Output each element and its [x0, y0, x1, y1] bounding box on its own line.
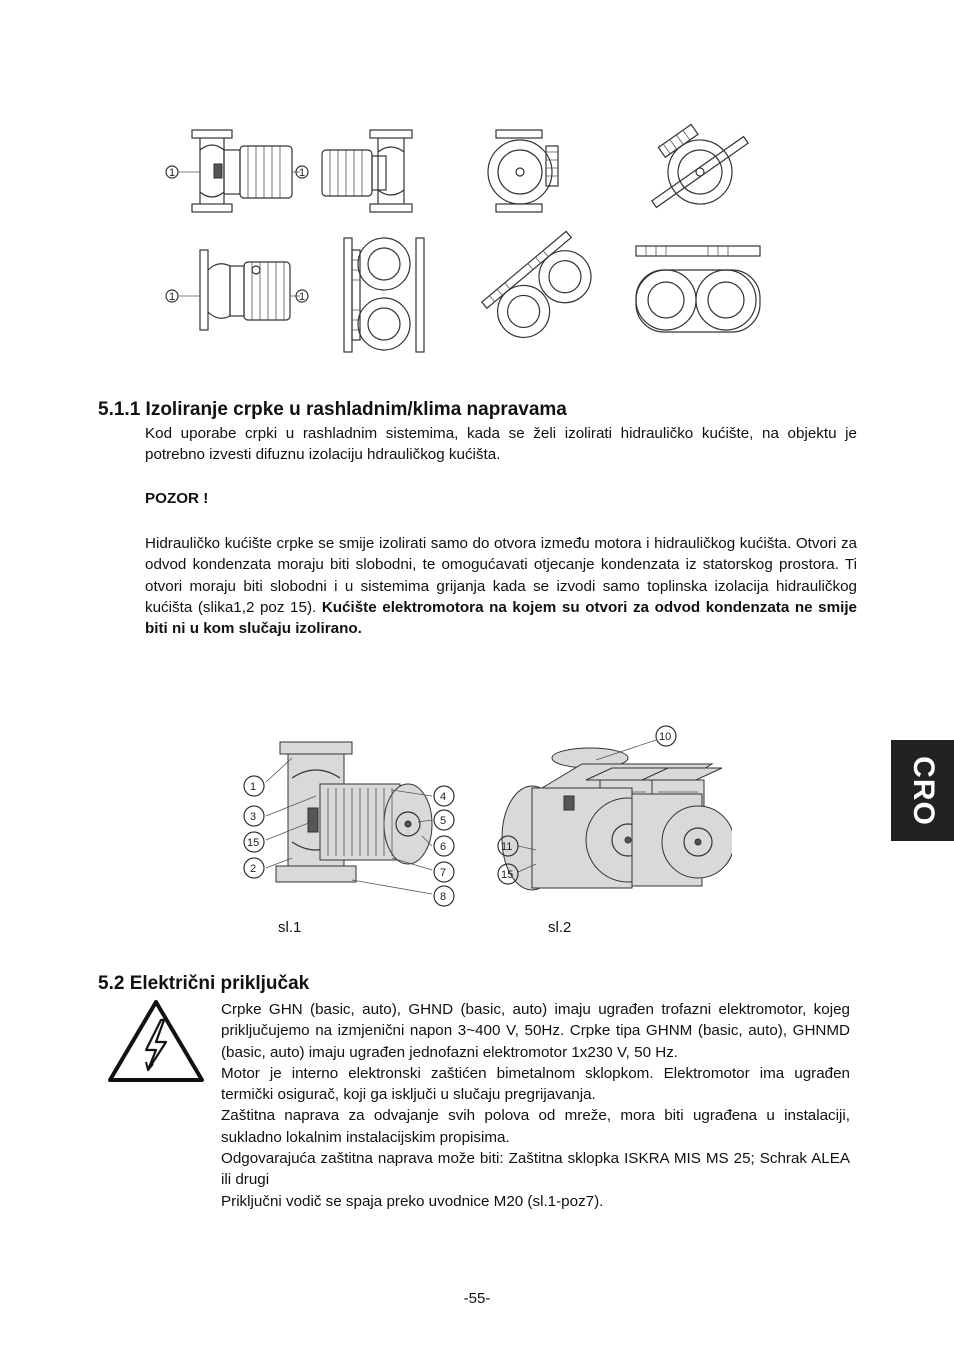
svg-text:1: 1: [299, 291, 306, 303]
pump-sl2-drawing: [502, 748, 732, 890]
callout-1a: [166, 166, 178, 179]
pump-drawing-7: [482, 231, 605, 348]
section-5-1-1-body: [145, 533, 857, 639]
callout-sl1-8: [434, 886, 454, 906]
callout-sl1-5: [434, 810, 454, 830]
paragraph-protective-devices: Odgovarajuća zaštitna naprava može biti: Zaštitna sklopka ISKRA MIS MS 25; Schrak ALEA ili drugi: [221, 1150, 850, 1189]
svg-text:8: 8: [440, 891, 447, 903]
svg-text:15: 15: [247, 837, 260, 849]
section-5-1-1-intro: Kod uporabe crpki u rashladnim sistemima, kada se želi izolirati hidrauličko kućište, na objektu je potrebno izvesti difuznu izolaciju hdrauličkog kućišta.: [145, 425, 857, 464]
section-title-5-1-1: 5.1.1 Izoliranje crpke u rashladnim/klima napravama: [98, 399, 567, 420]
pump-detail-figure: [232, 718, 732, 913]
body-regular-text: Hidrauličko kućište crpke se smije izolirati samo do otvora između motora i hidrauličkog kućišta. Otvori za odvod kondenzata moraju biti slobodni, te omogućavati otjecanje kondenzata iz statorskog prostora. Ti otvori moraju biti slobodni i u sistemima grijanja kada se izvodi samo toplinska izolacija hidrauličkog kućišta (slika1,2 poz 15).: [145, 535, 857, 616]
caption-sl2: sl.2: [548, 919, 572, 936]
svg-text:4: 4: [440, 791, 447, 803]
callout-sl1-2: [244, 858, 264, 878]
pump-positions-figure: [160, 120, 780, 360]
paragraph-isolation-device: Zaštitna naprava za odvajanje svih polova od mreže, mora biti ugrađena u instalaciji, sukladno lokalnim instalacijskim propisima.: [221, 1107, 850, 1146]
callout-1b: [296, 166, 308, 179]
pump-drawing-1: [178, 130, 300, 212]
svg-text:7: 7: [440, 867, 447, 879]
svg-text:1: 1: [299, 167, 306, 179]
section-5-2-body: [221, 999, 850, 1212]
callout-2b: [296, 290, 308, 303]
callout-2a: [166, 290, 178, 303]
pump-drawing-3: [488, 130, 558, 212]
caption-sl1: sl.1: [278, 919, 302, 936]
paragraph-cable-gland: Priključni vodič se spaja preko uvodnice M20 (sl.1-poz7).: [221, 1192, 604, 1210]
svg-text:1: 1: [169, 291, 176, 303]
pump-drawing-5: [178, 250, 300, 330]
callout-sl1-1: [244, 776, 264, 796]
svg-text:1: 1: [169, 167, 176, 179]
svg-text:2: 2: [250, 863, 257, 875]
pump-drawing-4: [629, 120, 764, 230]
svg-text:6: 6: [440, 841, 447, 853]
page-number: -55-: [463, 1290, 491, 1307]
callout-sl1-7: [434, 862, 454, 882]
callout-sl1-3: [244, 806, 264, 826]
svg-text:10: 10: [659, 731, 672, 743]
pump-drawing-8: [636, 246, 760, 332]
svg-text:3: 3: [250, 811, 257, 823]
callout-sl1-4: [434, 786, 454, 806]
svg-text:15: 15: [501, 869, 514, 881]
svg-text:1: 1: [250, 781, 257, 793]
body-bold-text: Kućište elektromotora na kojem su otvori za odvod kondenzata ne smije biti ni u kom slučaju izolirano.: [145, 598, 857, 638]
paragraph-thermal-protection: Motor je interno elektronski zaštićen bimetalnom sklopkom. Elektromotor ima ugrađen termički osigurač, koji ga isključi u slučaju pregrijavanja.: [221, 1064, 850, 1104]
svg-text:5: 5: [440, 815, 447, 827]
callout-sl1-15: [244, 832, 264, 852]
svg-text:11: 11: [501, 841, 513, 853]
callout-sl2-10: [656, 726, 676, 746]
pump-drawing-6: [344, 238, 424, 352]
paragraph-motor-types: Crpke GHN (basic, auto), GHND (basic, auto) imaju ugrađen trofazni elektromotor, kojeg priključujemo na izmjenični napon 3~400 V, 50Hz. Crpke tipa GHNM (basic, auto), GHNMD (basic, auto) imaju ugrađen jednofazni elektromotor 1x230 V, 50 Hz.: [221, 1001, 850, 1061]
high-voltage-warning-icon: [106, 998, 206, 1084]
callout-sl1-6: [434, 836, 454, 856]
language-tab: CRO: [891, 740, 954, 841]
warning-label: POZOR !: [145, 490, 209, 507]
section-title-5-2: 5.2 Električni priključak: [98, 973, 310, 994]
pump-sl1-drawing: [276, 742, 432, 882]
pump-drawing-2: [322, 130, 412, 212]
